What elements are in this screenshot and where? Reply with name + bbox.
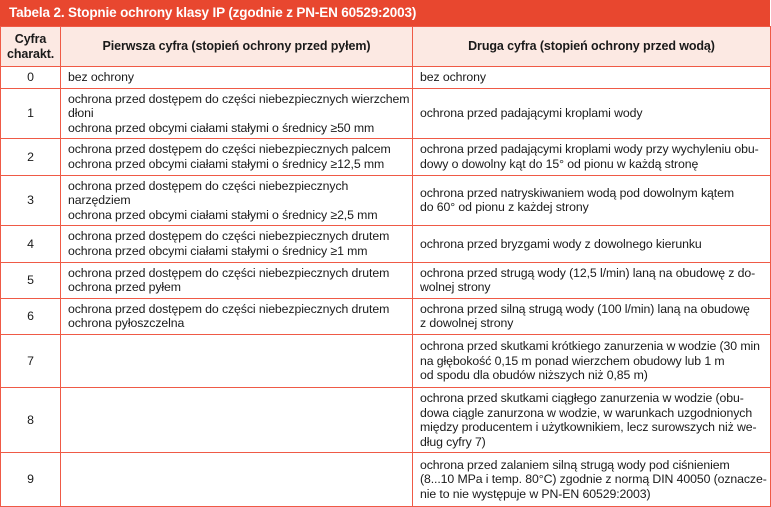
cell-second-digit-description <box>413 387 771 452</box>
cell-second-digit-description <box>413 88 771 139</box>
description-line: ochrona przed strugą wody (12,5 l/min) laną na obudowę z do- <box>420 265 756 280</box>
table-row <box>1 139 771 175</box>
description-line: ochrona przed dostępem do części niebezpiecznych drutem <box>68 301 390 316</box>
description-line: nie to nie występuje w PN-EN 60529:2003) <box>420 487 651 502</box>
cell-first-digit-description <box>61 334 413 387</box>
table-row <box>1 387 771 452</box>
cell-second-digit-description <box>413 262 771 298</box>
cell-second-digit-description <box>413 334 771 387</box>
table-row <box>1 175 771 226</box>
cell-second-digit-description <box>413 453 771 507</box>
description-line: dowy o dowolny kąt do 15° od pionu w każdą stronę <box>420 156 699 171</box>
cell-first-digit-description <box>61 298 413 334</box>
table-row <box>1 262 771 298</box>
description-line: ochrona przed bryzgami wody z dowolnego kierunku <box>420 236 702 251</box>
cell-second-digit-description <box>413 226 771 262</box>
table-header-row <box>1 27 771 67</box>
cell-digit: 1 <box>1 88 61 139</box>
description-line: ochrona przed obcymi ciałami stałymi o średnicy ≥50 mm <box>68 120 375 135</box>
cell-second-digit-description <box>413 139 771 175</box>
description-line: ochrona przed dostępem do części niebezpiecznych <box>68 178 349 193</box>
cell-digit: 2 <box>1 139 61 175</box>
cell-first-digit-description <box>61 139 413 175</box>
table-row <box>1 298 771 334</box>
description-line: ochrona przed dostępem do części niebezpiecznych drutem <box>68 229 390 244</box>
table-row <box>1 453 771 507</box>
cell-second-digit-description <box>413 175 771 226</box>
description-line: ochrona przed zalaniem silną strugą wody pod ciśnieniem <box>420 457 730 472</box>
description-line: dowa ciągle zanurzona w wodzie, w warunkach uzgodnionych <box>420 405 753 420</box>
description-line: między producentem i użytkownikiem, lecz surowszych niż we- <box>420 420 757 435</box>
column-header-second-digit: Druga cyfra (stopień ochrony przed wodą) <box>413 27 771 67</box>
description-line: ochrona przed padającymi kroplami wody <box>420 106 643 121</box>
description-line: ochrona pyłoszczelna <box>68 316 185 331</box>
cell-digit: 8 <box>1 387 61 452</box>
cell-first-digit-description <box>61 175 413 226</box>
description-line: do 60° od pionu z każdej strony <box>420 200 589 215</box>
description-line: bez ochrony <box>420 70 486 84</box>
cell-first-digit-description <box>61 387 413 452</box>
cell-first-digit-description <box>61 453 413 507</box>
description-line: wolnej strony <box>420 280 491 295</box>
description-line: ochrona przed skutkami ciągłego zanurzenia w wodzie (obu- <box>420 390 744 405</box>
table-header <box>1 27 771 67</box>
description-line: ochrona przed silną strugą wody (100 l/min) laną na obudowę <box>420 301 750 316</box>
cell-first-digit-description <box>61 226 413 262</box>
cell-digit: 4 <box>1 226 61 262</box>
cell-second-digit-description <box>413 67 771 89</box>
description-line: ochrona przed dostępem do części niebezpiecznych palcem <box>68 142 391 157</box>
description-line: ochrona przed skutkami krótkiego zanurzenia w wodzie (30 min <box>420 339 760 354</box>
table-body <box>1 67 771 507</box>
cell-digit: 3 <box>1 175 61 226</box>
description-line: ochrona przed obcymi ciałami stałymi o średnicy ≥2,5 mm <box>68 207 378 222</box>
table-row <box>1 67 771 89</box>
description-line: dług cyfry 7) <box>420 434 486 449</box>
table-row <box>1 88 771 139</box>
description-line: ochrona przed padającymi kroplami wody przy wychyleniu obu- <box>420 142 759 157</box>
table-row <box>1 226 771 262</box>
cell-first-digit-description <box>61 88 413 139</box>
description-line: ochrona przed pyłem <box>68 280 181 295</box>
description-line: ochrona przed obcymi ciałami stałymi o średnicy ≥12,5 mm <box>68 156 385 171</box>
description-line: ochrona przed natryskiwaniem wodą pod dowolnym kątem <box>420 185 734 200</box>
cell-first-digit-description <box>61 262 413 298</box>
cell-second-digit-description <box>413 298 771 334</box>
description-line: na głębokość 0,15 m ponad wierzchem obudowy lub 1 m <box>420 353 725 368</box>
table-title: Tabela 2. Stopnie ochrony klasy IP (zgodnie z PN-EN 60529:2003) <box>0 0 770 26</box>
description-line: ochrona przed obcymi ciałami stałymi o średnicy ≥1 mm <box>68 243 368 258</box>
description-line: z dowolnej strony <box>420 316 514 331</box>
description-line: od spodu dla obudów niższych niż 0,85 m) <box>420 368 648 383</box>
description-line: ochrona przed dostępem do części niebezpiecznych drutem <box>68 265 390 280</box>
cell-digit: 6 <box>1 298 61 334</box>
column-header-first-digit: Pierwsza cyfra (stopień ochrony przed pyłem) <box>61 27 413 67</box>
description-line: narzędziem <box>68 193 131 208</box>
description-line: dłoni <box>68 106 94 121</box>
description-line: (8...10 MPa i temp. 80°C) zgodnie z normą DIN 40050 (oznacze- <box>420 472 767 487</box>
column-header-digit <box>1 27 61 67</box>
table-row <box>1 334 771 387</box>
description-line: bez ochrony <box>68 70 134 84</box>
ip-protection-table <box>0 26 771 507</box>
cell-first-digit-description <box>61 67 413 89</box>
cell-digit: 9 <box>1 453 61 507</box>
cell-digit: 5 <box>1 262 61 298</box>
cell-digit: 7 <box>1 334 61 387</box>
column-header-digit-line2: charakt. <box>7 46 55 61</box>
cell-digit: 0 <box>1 67 61 89</box>
description-line: ochrona przed dostępem do części niebezpiecznych wierzchem <box>68 91 410 106</box>
column-header-digit-line1: Cyfra <box>14 32 47 46</box>
